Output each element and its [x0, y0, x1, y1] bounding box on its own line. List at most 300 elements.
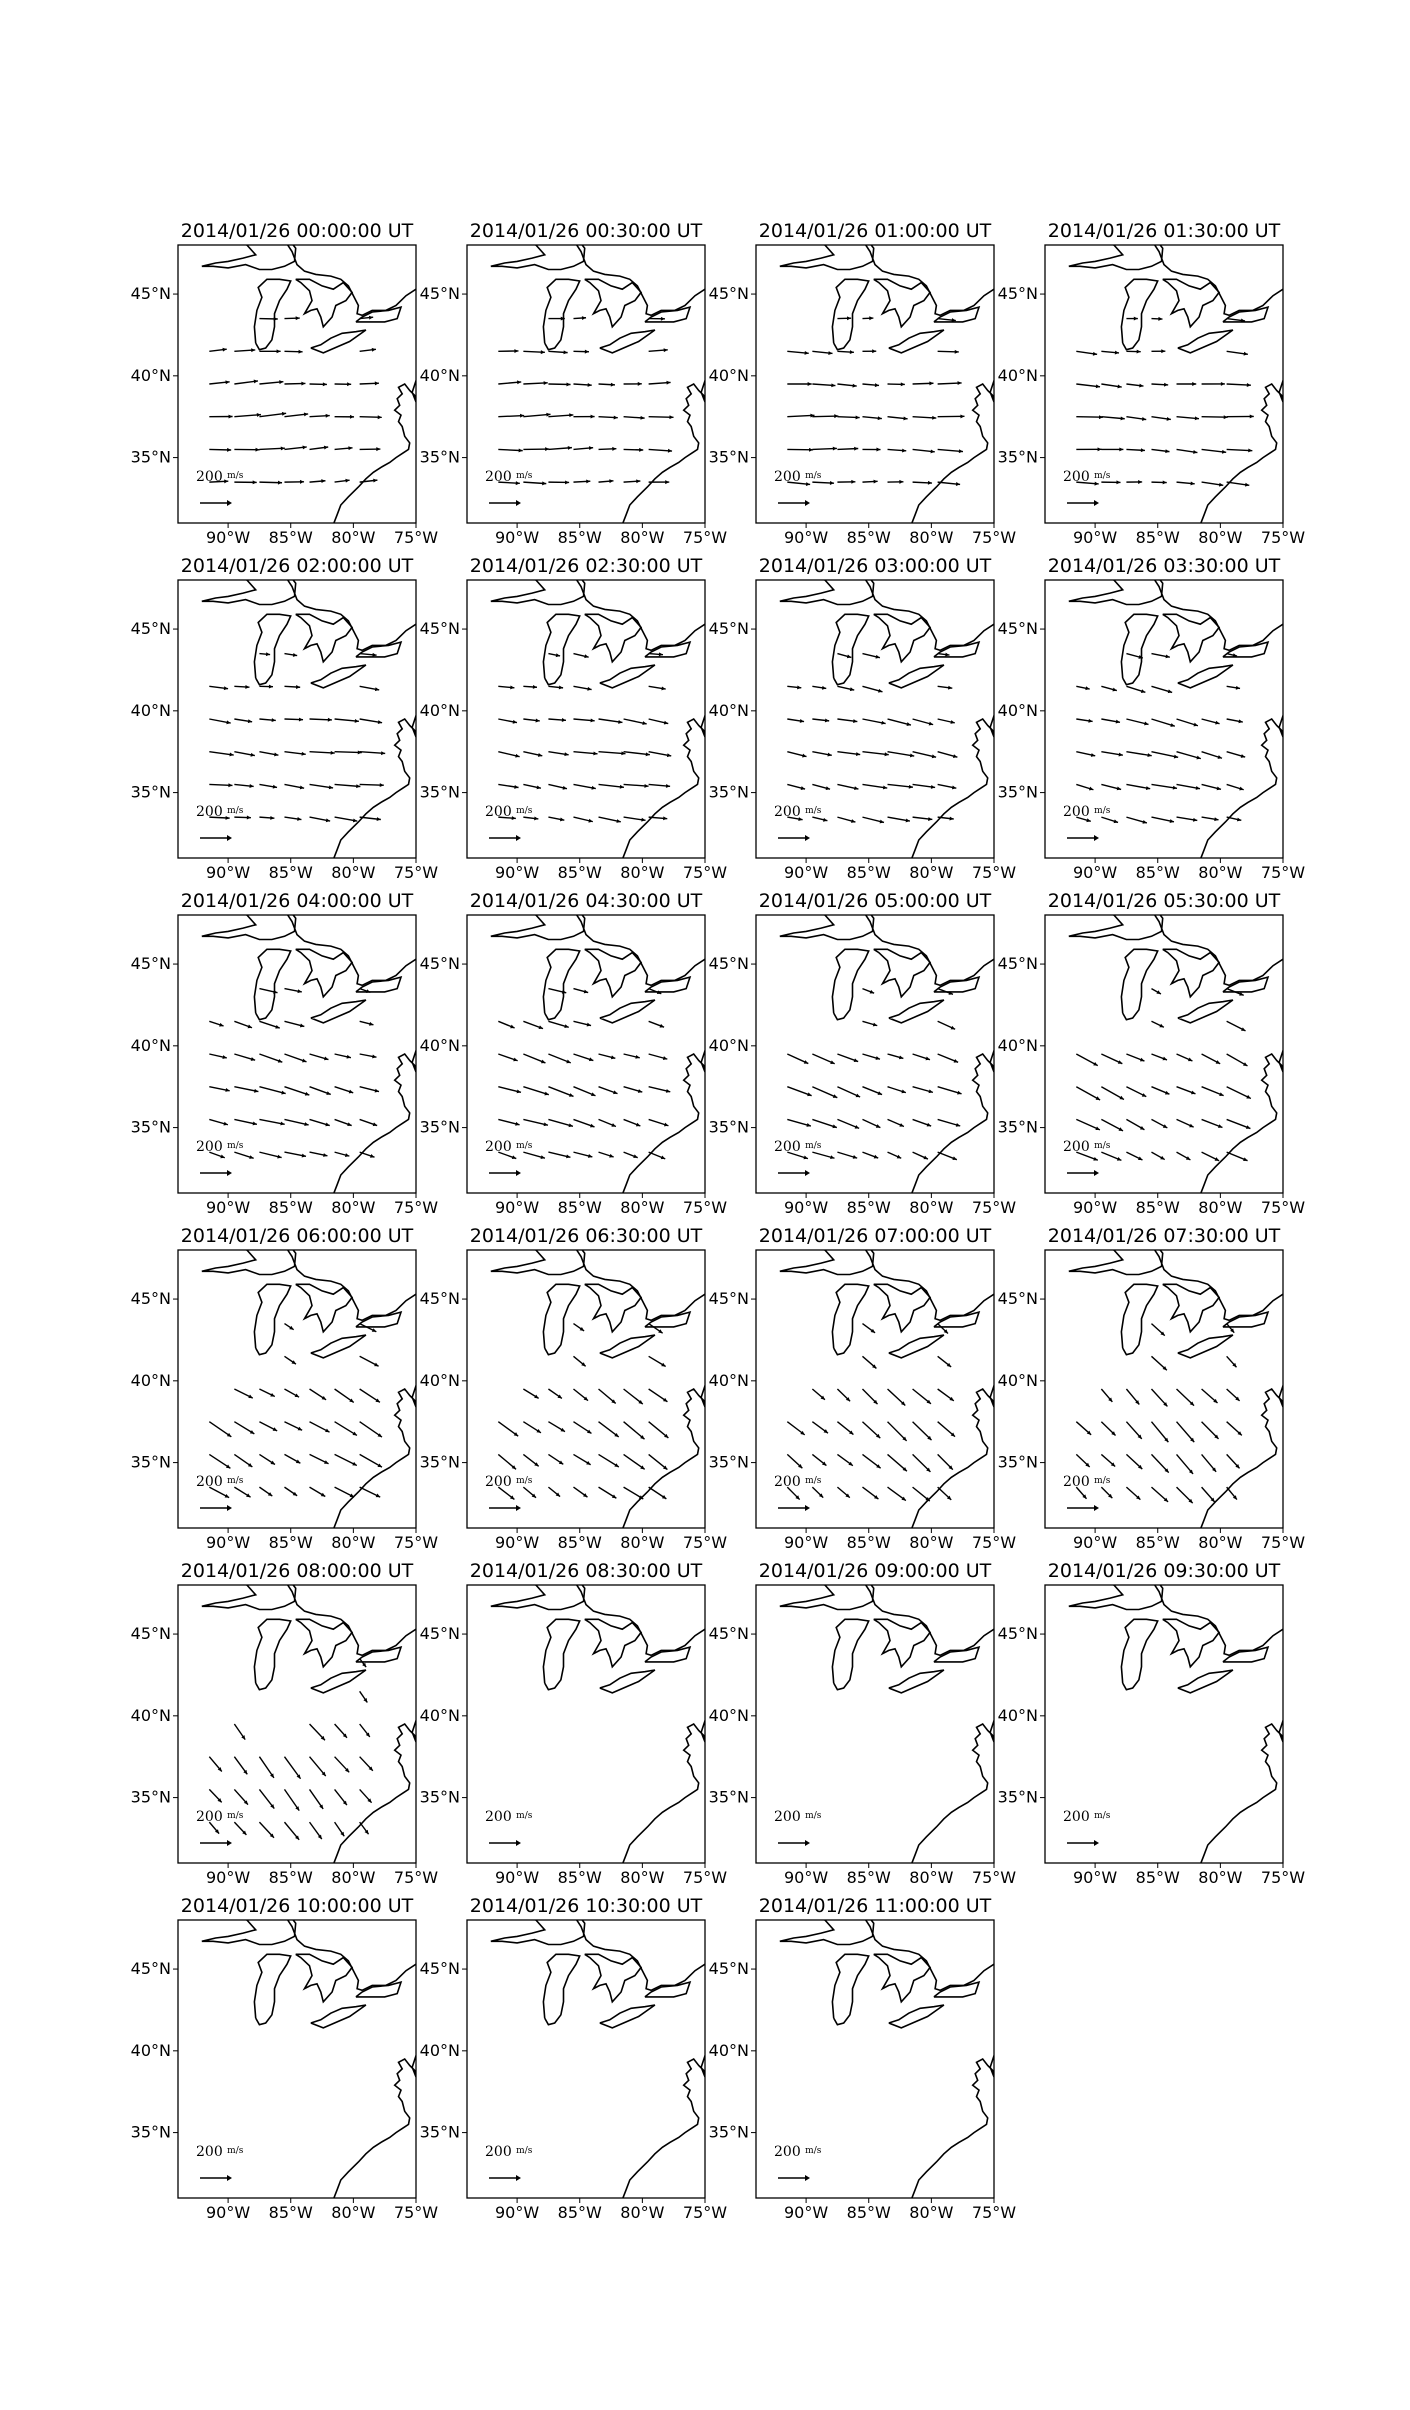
x-tick-label: 80°W [331, 863, 376, 882]
x-tick-label: 80°W [1198, 863, 1243, 882]
wind-arrow-head [326, 414, 330, 418]
reference-vector-label: 200 $^{m/s}$ [196, 1809, 244, 1825]
x-tick-label: 85°W [846, 528, 891, 547]
reference-vector-unit: m/s [1094, 471, 1111, 481]
x-tick-label: 85°W [557, 1533, 602, 1552]
wind-arrow-head [568, 446, 572, 450]
coastline [1178, 1000, 1233, 1023]
wind-arrow-head [932, 416, 936, 420]
wind-arrow-head [370, 1154, 374, 1158]
coastline [254, 1284, 290, 1354]
y-tick-label: 45°N [708, 954, 749, 974]
x-tick-label: 90°W [1073, 1533, 1118, 1552]
x-tick-label: 90°W [1073, 863, 1118, 882]
wind-arrow-head [644, 784, 648, 788]
wind-arrow-head [854, 447, 858, 451]
coastline [889, 330, 944, 353]
wind-arrow-head [590, 1124, 594, 1128]
x-tick-label: 85°W [268, 2203, 313, 2222]
wind-arrow-head [347, 382, 351, 386]
x-tick-label: 75°W [393, 2203, 439, 2222]
x-tick-label: 80°W [331, 1868, 376, 1887]
wind-arrow-head [248, 1025, 252, 1029]
panel-title: 2014/01/26 07:30:00 UT [1047, 1225, 1281, 1247]
wind-arrow-head [899, 480, 903, 484]
wind-arrow-head [565, 480, 569, 484]
coastline [600, 1000, 655, 1023]
x-tick-label: 80°W [909, 2203, 954, 2222]
x-tick-label: 80°W [331, 2203, 376, 2222]
coastline [911, 2049, 998, 2199]
reference-vector-arrow-head [1094, 1840, 1099, 1846]
x-tick-label: 75°W [1260, 1868, 1306, 1887]
reference-vector-arrow-head [516, 1170, 521, 1176]
wind-arrow-head [514, 349, 518, 353]
y-tick-label: 45°N [130, 1289, 171, 1309]
coastline [832, 1619, 868, 1689]
x-tick-label: 80°W [331, 1533, 376, 1552]
wind-arrow-head [582, 316, 586, 320]
x-tick-label: 85°W [557, 1198, 602, 1217]
coastline [1121, 949, 1157, 1019]
coastline [1178, 1670, 1233, 1693]
coastline [832, 1954, 868, 2024]
y-tick-label: 40°N [708, 365, 749, 385]
x-tick-label: 85°W [1135, 1868, 1180, 1887]
reference-vector-arrow-head [227, 835, 232, 841]
coastline [874, 949, 930, 997]
reference-vector-unit: m/s [1094, 1811, 1111, 1821]
x-tick-label: 90°W [495, 528, 540, 547]
x-tick-label: 80°W [620, 1533, 665, 1552]
panel-title: 2014/01/26 05:30:00 UT [1047, 890, 1281, 912]
wind-arrow-head [669, 415, 673, 419]
wind-arrow [812, 1087, 837, 1098]
coastline [311, 1670, 366, 1693]
coastline [254, 279, 290, 349]
reference-vector-label: 200 $^{m/s}$ [774, 469, 822, 485]
x-tick-label: 90°W [495, 863, 540, 882]
coastline [543, 1619, 579, 1689]
panel-title: 2014/01/26 03:30:00 UT [1047, 555, 1281, 577]
x-tick-label: 75°W [682, 2203, 728, 2222]
x-tick-label: 75°W [1260, 1533, 1306, 1552]
wind-arrow-head [614, 416, 618, 420]
wind-arrow-head [375, 381, 379, 385]
wind-arrow-head [299, 718, 303, 722]
reference-vector-unit: m/s [805, 471, 822, 481]
reference-vector-label: 200 $^{m/s}$ [1063, 1809, 1111, 1825]
coastline [296, 1619, 352, 1667]
reference-vector-unit: m/s [516, 1141, 533, 1151]
y-tick-label: 35°N [130, 782, 171, 802]
reference-vector-label: 200 $^{m/s}$ [196, 804, 244, 820]
panel-title: 2014/01/26 09:00:00 UT [758, 1560, 992, 1582]
coastline [874, 1284, 930, 1332]
wind-arrow-head [1221, 382, 1225, 386]
coastline [1163, 279, 1219, 327]
wind-arrow-head [269, 685, 273, 689]
x-tick-label: 90°W [206, 2203, 251, 2222]
reference-vector-label: 200 $^{m/s}$ [1063, 469, 1111, 485]
y-tick-label: 35°N [997, 1452, 1038, 1472]
reference-vector-arrow-head [805, 835, 810, 841]
wind-arrow-head [323, 382, 327, 386]
panel-title: 2014/01/26 06:00:00 UT [180, 1225, 414, 1247]
map-panel [420, 220, 728, 547]
wind-arrow-head [664, 348, 668, 352]
x-tick-label: 90°W [206, 1198, 251, 1217]
x-tick-label: 75°W [971, 1533, 1017, 1552]
coastline [889, 1335, 944, 1358]
coastline [622, 1714, 709, 1864]
y-tick-label: 45°N [130, 1959, 171, 1979]
wind-arrow-head [666, 381, 670, 385]
wind-arrow-head [541, 350, 545, 354]
y-tick-label: 40°N [997, 700, 1038, 720]
x-tick-label: 90°W [1073, 1198, 1118, 1217]
wind-arrow-head [927, 1123, 931, 1127]
x-tick-label: 80°W [1198, 528, 1243, 547]
panel-title: 2014/01/26 04:00:00 UT [180, 890, 414, 912]
wind-arrow-head [1218, 755, 1222, 759]
reference-vector-arrow-head [516, 1505, 521, 1511]
map-panel [998, 555, 1306, 882]
x-tick-label: 80°W [909, 1198, 954, 1217]
wind-arrow-head [1137, 350, 1141, 354]
wind-arrow-head [661, 317, 665, 321]
coastline [1121, 1619, 1157, 1689]
x-tick-label: 85°W [846, 863, 891, 882]
panel-title: 2014/01/26 00:00:00 UT [180, 220, 414, 242]
y-tick-label: 35°N [997, 447, 1038, 467]
y-tick-label: 35°N [708, 2122, 749, 2142]
x-tick-label: 90°W [206, 528, 251, 547]
y-tick-label: 35°N [130, 1452, 171, 1472]
panel-title: 2014/01/26 07:00:00 UT [758, 1225, 992, 1247]
x-tick-label: 85°W [846, 1868, 891, 1887]
x-tick-label: 75°W [971, 1198, 1017, 1217]
coastline [311, 665, 366, 688]
y-tick-label: 35°N [997, 1787, 1038, 1807]
coastline [254, 614, 290, 684]
panel-title: 2014/01/26 10:30:00 UT [469, 1895, 703, 1917]
wind-arrow-head [1164, 383, 1168, 387]
map-panel [420, 555, 728, 882]
map-panel [420, 1560, 728, 1887]
wind-arrow-head [636, 479, 640, 483]
wind-arrow-head [270, 816, 274, 820]
x-tick-label: 90°W [1073, 1868, 1118, 1887]
panel-title: 2014/01/26 06:30:00 UT [469, 1225, 703, 1247]
coastline [600, 665, 655, 688]
x-tick-label: 80°W [620, 1868, 665, 1887]
reference-vector-unit: m/s [227, 2146, 244, 2156]
wind-arrow-head [281, 446, 285, 450]
reference-vector-arrow-head [516, 835, 521, 841]
reference-vector-label: 200 $^{m/s}$ [485, 469, 533, 485]
y-tick-label: 35°N [419, 1787, 460, 1807]
map-panel [131, 555, 439, 882]
wind-arrow-head [1116, 480, 1120, 484]
reference-vector-unit: m/s [1094, 1141, 1111, 1151]
x-tick-label: 80°W [1198, 1533, 1243, 1552]
y-tick-label: 45°N [130, 1624, 171, 1644]
wind-arrow-head [803, 1156, 807, 1160]
wind-arrow [1177, 1422, 1195, 1442]
wind-arrow-head [928, 481, 932, 485]
y-tick-label: 45°N [419, 619, 460, 639]
x-tick-label: 75°W [682, 863, 728, 882]
reference-vector-unit: m/s [516, 471, 533, 481]
reference-vector-arrow-head [227, 1840, 232, 1846]
wind-arrow-head [256, 448, 260, 452]
map-panel [709, 1895, 1017, 2222]
y-tick-label: 40°N [419, 700, 460, 720]
wind-arrow-head [300, 480, 304, 484]
reference-vector-arrow-head [227, 1505, 232, 1511]
coastline [333, 2049, 420, 2199]
coastline [832, 614, 868, 684]
panel-title: 2014/01/26 01:00:00 UT [758, 220, 992, 242]
coastline [600, 2005, 655, 2028]
coastline [600, 1670, 655, 1693]
wind-arrow-head [512, 1155, 516, 1159]
wind-arrow-head [874, 480, 878, 484]
coastline [254, 1619, 290, 1689]
x-tick-label: 85°W [846, 1198, 891, 1217]
reference-vector-label: 200 $^{m/s}$ [1063, 1474, 1111, 1490]
x-tick-label: 85°W [557, 863, 602, 882]
wind-arrow-head [326, 1091, 330, 1095]
wind-arrow [284, 1757, 300, 1779]
y-tick-label: 45°N [997, 1289, 1038, 1309]
wind-arrow-head [279, 380, 283, 384]
wind-arrow [888, 1422, 907, 1441]
y-tick-label: 45°N [419, 1289, 460, 1309]
wind-arrow-head [613, 1090, 617, 1094]
panel-title: 2014/01/26 02:30:00 UT [469, 555, 703, 577]
wind-arrow-head [1248, 449, 1252, 453]
wind-arrow-head [666, 784, 670, 788]
reference-vector-arrow-head [227, 1170, 232, 1176]
x-tick-label: 90°W [1073, 528, 1118, 547]
coastline [311, 330, 366, 353]
coastline [296, 1284, 352, 1332]
panel-title: 2014/01/26 00:30:00 UT [469, 220, 703, 242]
wind-arrow-head [805, 351, 809, 355]
wind-arrow-head [366, 989, 370, 993]
wind-arrow-head [875, 383, 879, 387]
map-panel [709, 1225, 1017, 1552]
reference-vector-label: 200 $^{m/s}$ [196, 1139, 244, 1155]
panel-title: 2014/01/26 03:00:00 UT [758, 555, 992, 577]
y-tick-label: 40°N [130, 1370, 171, 1390]
y-tick-label: 40°N [708, 1370, 749, 1390]
x-tick-label: 85°W [557, 2203, 602, 2222]
wind-arrow-head [1094, 482, 1098, 486]
wind-arrow-head [247, 816, 251, 820]
wind-arrow-head [228, 783, 232, 787]
map-panel [998, 1225, 1306, 1552]
wind-arrow-head [542, 481, 546, 485]
y-tick-label: 45°N [419, 1959, 460, 1979]
y-tick-label: 40°N [419, 365, 460, 385]
map-panel [131, 220, 439, 547]
wind-arrow-head [305, 1092, 309, 1096]
wind-arrow-head [638, 382, 642, 386]
reference-vector-arrow-head [1094, 1170, 1099, 1176]
reference-vector-label: 200 $^{m/s}$ [774, 804, 822, 820]
x-tick-label: 80°W [909, 528, 954, 547]
x-tick-label: 90°W [784, 1868, 829, 1887]
wind-arrow-head [563, 350, 567, 354]
wind-arrow-head [544, 1092, 548, 1096]
x-tick-label: 75°W [1260, 863, 1306, 882]
panel-title: 2014/01/26 08:30:00 UT [469, 1560, 703, 1582]
x-tick-label: 75°W [393, 528, 439, 547]
x-tick-label: 75°W [393, 1198, 439, 1217]
y-tick-label: 45°N [419, 284, 460, 304]
coastline [311, 1000, 366, 1023]
wind-arrow-head [957, 381, 961, 385]
wind-arrow-head [959, 449, 963, 453]
y-tick-label: 40°N [708, 1705, 749, 1725]
wind-arrow-head [847, 316, 851, 320]
y-tick-label: 35°N [708, 1452, 749, 1472]
y-tick-label: 35°N [419, 447, 460, 467]
reference-vector-unit: m/s [227, 1476, 244, 1486]
panel-title: 2014/01/26 04:30:00 UT [469, 890, 703, 912]
wind-arrow-head [349, 1090, 353, 1094]
x-tick-label: 75°W [971, 863, 1017, 882]
x-tick-label: 80°W [620, 528, 665, 547]
wind-arrow-head [321, 479, 325, 483]
wind-arrow-head [589, 446, 593, 450]
coastline [333, 1044, 420, 1194]
coastline [1178, 665, 1233, 688]
reference-vector-unit: m/s [805, 806, 822, 816]
x-tick-label: 85°W [846, 1533, 891, 1552]
reference-vector-unit: m/s [227, 471, 244, 481]
wind-arrow-head [1158, 317, 1162, 321]
wind-arrow-head [1141, 689, 1145, 693]
coastline [874, 279, 930, 327]
coastline [543, 614, 579, 684]
coastline [1121, 1284, 1157, 1354]
wind-arrow-head [562, 718, 566, 722]
coastline [832, 1284, 868, 1354]
coastline [911, 1044, 998, 1194]
coastline [1178, 1335, 1233, 1358]
map-panel [998, 220, 1306, 547]
coastline [1163, 1284, 1219, 1332]
y-tick-label: 45°N [997, 619, 1038, 639]
wind-arrow-head [955, 350, 959, 354]
wind-arrow-head [274, 317, 278, 321]
wind-arrow-head [516, 481, 520, 485]
x-tick-label: 85°W [557, 1868, 602, 1887]
coastline [622, 2049, 709, 2199]
coastline [585, 1619, 641, 1667]
coastline [585, 279, 641, 327]
wind-arrow-head [640, 416, 644, 420]
y-tick-label: 40°N [419, 1035, 460, 1055]
y-tick-label: 35°N [708, 1787, 749, 1807]
wind-arrow-head [1138, 480, 1142, 484]
coastline [874, 1619, 930, 1667]
wind-arrow-head [347, 1122, 351, 1126]
coastline [311, 2005, 366, 2028]
coastline [889, 1670, 944, 1693]
wind-arrow-head [277, 349, 281, 353]
coastline [832, 949, 868, 1019]
wind-arrow [888, 752, 915, 756]
wind-arrow-head [663, 816, 667, 820]
wind-arrow-head [639, 448, 643, 452]
y-tick-label: 40°N [708, 2040, 749, 2060]
x-tick-label: 85°W [1135, 1198, 1180, 1217]
reference-vector-label: 200 $^{m/s}$ [485, 1139, 533, 1155]
reference-vector-arrow-head [227, 500, 232, 506]
reference-vector-arrow-head [1094, 500, 1099, 506]
wind-arrow-head [380, 783, 384, 787]
reference-vector-unit: m/s [805, 2146, 822, 2156]
reference-vector-unit: m/s [516, 2146, 533, 2156]
x-tick-label: 90°W [784, 2203, 829, 2222]
wind-arrow-head [569, 413, 573, 417]
y-tick-label: 45°N [419, 1624, 460, 1644]
coastline [311, 1335, 366, 1358]
reference-vector-arrow-head [227, 2175, 232, 2181]
x-tick-label: 85°W [846, 2203, 891, 2222]
wind-arrow-head [1195, 416, 1199, 420]
reference-vector-label: 200 $^{m/s}$ [196, 469, 244, 485]
wind-arrow-head [298, 350, 302, 354]
x-tick-label: 90°W [784, 863, 829, 882]
wind-arrow-head [275, 1025, 279, 1029]
y-tick-label: 35°N [130, 1787, 171, 1807]
x-tick-label: 80°W [331, 1198, 376, 1217]
x-tick-label: 80°W [909, 1868, 954, 1887]
y-tick-label: 45°N [130, 284, 171, 304]
wind-arrow-head [253, 480, 257, 484]
y-tick-label: 45°N [708, 1289, 749, 1309]
panel-title: 2014/01/26 09:30:00 UT [1047, 1560, 1281, 1582]
y-tick-label: 40°N [708, 1035, 749, 1055]
reference-vector-label: 200 $^{m/s}$ [485, 2144, 533, 2160]
y-tick-label: 40°N [419, 1370, 460, 1390]
y-tick-label: 40°N [997, 1705, 1038, 1725]
map-panel [709, 1560, 1017, 1887]
reference-vector-unit: m/s [516, 1811, 533, 1821]
x-tick-label: 90°W [784, 1533, 829, 1552]
reference-vector-unit: m/s [227, 1141, 244, 1151]
x-tick-label: 85°W [268, 528, 313, 547]
x-tick-label: 90°W [206, 863, 251, 882]
y-tick-label: 40°N [419, 2040, 460, 2060]
x-tick-label: 90°W [495, 1533, 540, 1552]
x-tick-label: 85°W [268, 863, 313, 882]
wind-arrow-head [245, 685, 249, 689]
wind-arrow-head [1192, 382, 1196, 386]
wind-arrow-head [350, 415, 354, 419]
wind-arrow-head [229, 415, 233, 419]
wind-arrow [787, 415, 814, 416]
x-tick-label: 75°W [971, 2203, 1017, 2222]
coastline [543, 1284, 579, 1354]
x-tick-label: 75°W [1260, 1198, 1306, 1217]
